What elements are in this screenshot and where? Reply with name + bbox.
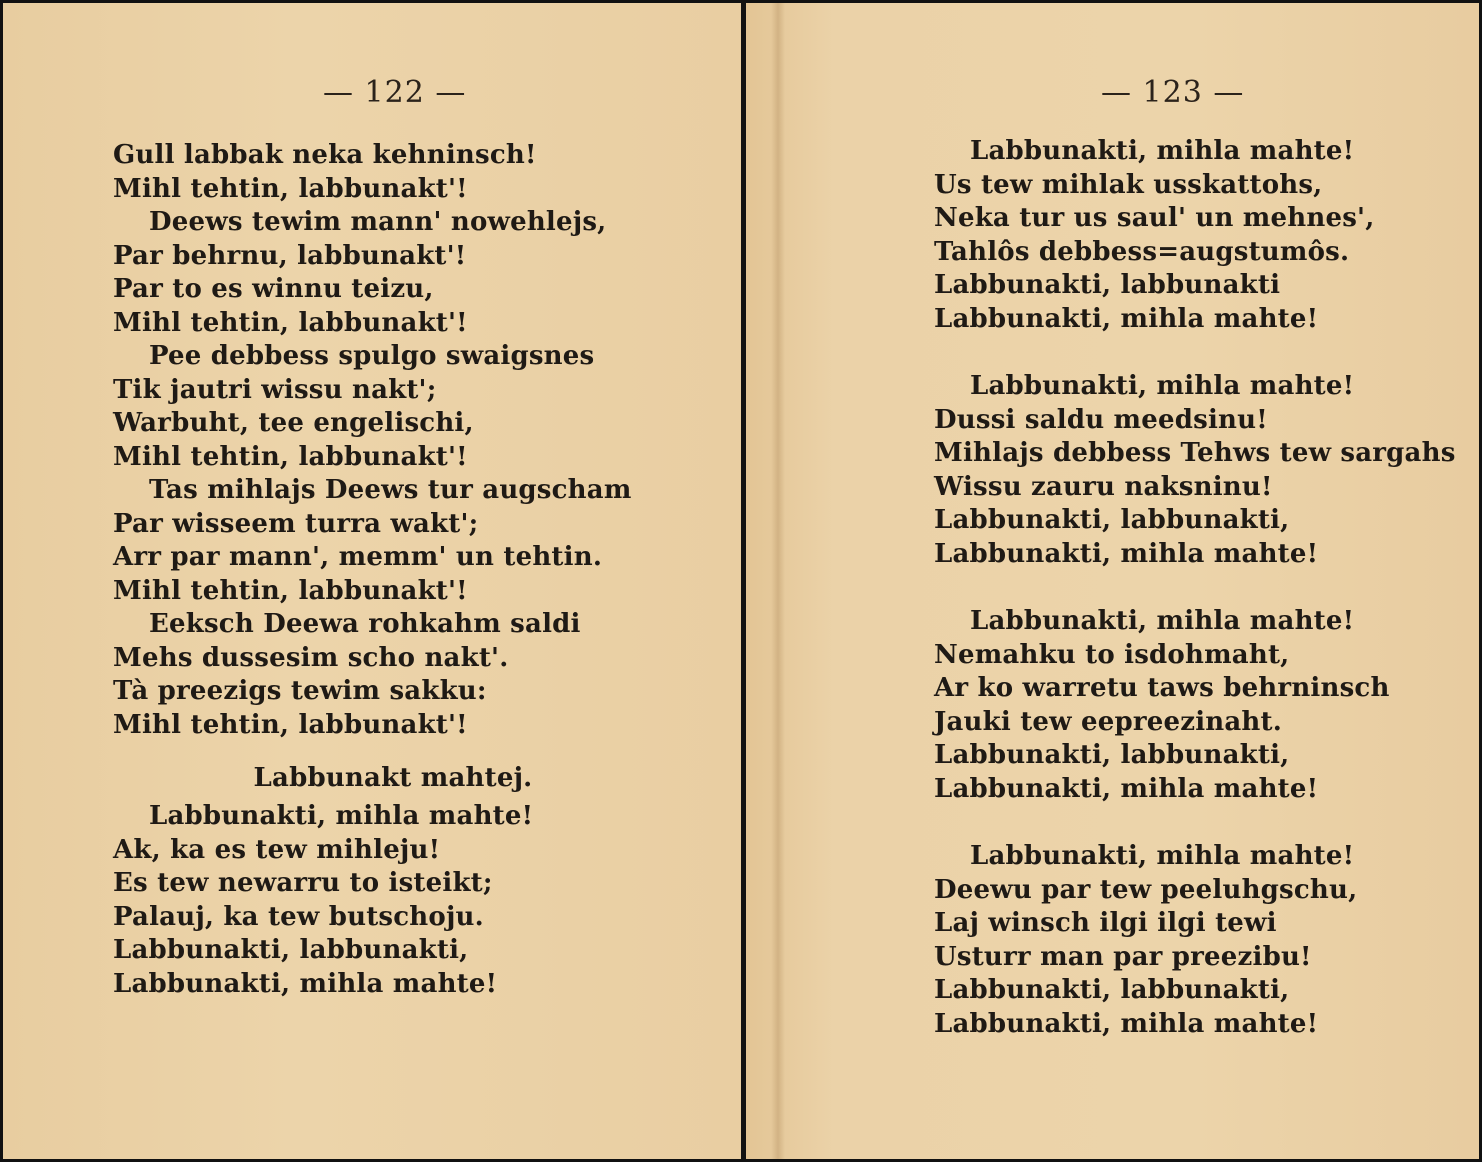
- verse-line: Labbunakti, labbunakti,: [113, 935, 469, 965]
- verse-line: Deews tewim mann' nowehlejs,: [149, 207, 607, 237]
- verse-line: Labbunakti, mihla mahte!: [970, 841, 1355, 871]
- verse-line: Tik jautri wissu nakt';: [113, 374, 437, 405]
- verse-line: Eeksch Deewa rohkahm saldi: [149, 609, 581, 639]
- verse-line: Labbunakti, mihla mahte!: [970, 371, 1355, 401]
- verse-line: Labbunakti, mihla mahte!: [149, 801, 534, 831]
- stanza-gap: [934, 806, 1454, 840]
- verse-line: Usturr man par preezibu!: [934, 941, 1312, 972]
- verse-line: Labbunakti, labbunakti,: [934, 505, 1290, 535]
- verse-line: Par to es winnu teizu,: [113, 274, 434, 304]
- stanza: [934, 370, 1454, 571]
- verse-line: Arr par mann', memm' un tehtin.: [113, 542, 603, 572]
- poem2-stanza: [113, 800, 713, 1001]
- verse-line: Nemahku to isdohmaht,: [934, 639, 1290, 670]
- verse-line: Warbuht, tee engelischi,: [113, 408, 474, 438]
- verse-line: Es tew newarru to isteikt;: [113, 868, 493, 898]
- verse-line: Mihlajs debbess Tehws tew sargahs: [934, 438, 1456, 468]
- verse-line: Laj winsch ilgi ilgi tewi: [934, 908, 1277, 938]
- page-fold-crease: [771, 3, 785, 1159]
- stanza: [934, 135, 1454, 336]
- verse-line: Ar ko warretu taws behrninsch: [934, 673, 1390, 703]
- verse-line: Mihl tehtin, labbunakt'!: [113, 709, 468, 740]
- verse-line: Dussi saldu meedsinu!: [934, 404, 1268, 435]
- verse-line: Pee debbess spulgo swaigsnes: [149, 341, 595, 371]
- verse-line: Labbunakti, mihla mahte!: [934, 303, 1319, 334]
- verse-line: Mihl tehtin, labbunakt'!: [113, 173, 468, 204]
- verse-line: Ak, ka es tew mihleju!: [113, 834, 441, 865]
- verse-line: Par wisseem turra wakt';: [113, 508, 479, 539]
- verse-line: Gull labbak neka kehninsch!: [113, 140, 537, 170]
- right-page-text: [934, 135, 1454, 1041]
- poem-heading: Labbunakt mahtej.: [253, 763, 533, 793]
- stanza: [934, 840, 1454, 1041]
- verse-line: Labbunakti, mihla mahte!: [934, 538, 1319, 569]
- verse-line: Tahlôs debbess=augstumôs.: [934, 236, 1350, 267]
- verse-line: Wissu zauru naksninu!: [934, 471, 1273, 502]
- verse-line: Mehs dussesim scho nakt'.: [113, 642, 509, 673]
- verse-line: Neka tur us saul' un mehnes',: [934, 203, 1375, 233]
- stanza-gap: [934, 336, 1454, 370]
- verse-line: Labbunakti, mihla mahte!: [113, 968, 498, 999]
- verse-line: Labbunakti, labbunakti: [934, 270, 1281, 300]
- verse-line: Palauj, ka tew butschoju.: [113, 901, 484, 932]
- verse-line: Mihl tehtin, labbunakt'!: [113, 307, 468, 338]
- right-page: [746, 3, 1479, 1159]
- verse-line: Us tew mihlak usskattohs,: [934, 169, 1323, 200]
- verse-line: Mihl tehtin, labbunakt'!: [113, 441, 468, 472]
- verse-line: Tà preezigs tewim sakku:: [113, 676, 487, 706]
- verse-line: Par behrnu, labbunakt'!: [113, 240, 467, 271]
- verse-line: Labbunakti, mihla mahte!: [970, 136, 1355, 166]
- verse-line: Tas mihlajs Deews tur augscham: [149, 475, 632, 505]
- stanza: [934, 605, 1454, 806]
- verse-line: Labbunakti, mihla mahte!: [970, 606, 1355, 636]
- verse-line: Labbunakti, labbunakti,: [934, 975, 1290, 1005]
- verse-line: Mihl tehtin, labbunakt'!: [113, 575, 468, 606]
- left-page-text: [113, 139, 713, 1001]
- verse-line: Labbunakti, labbunakti,: [934, 740, 1290, 770]
- poem-stanzas-left: [113, 139, 713, 742]
- page-number-right: — 123 —: [1101, 75, 1245, 110]
- stanza-gap: [934, 571, 1454, 605]
- verse-line: Deewu par tew peeluhgschu,: [934, 874, 1358, 905]
- verse-line: Jauki tew eepreezinaht.: [934, 706, 1282, 737]
- verse-line: Labbunakti, mihla mahte!: [934, 773, 1319, 804]
- page-number-left: — 122 —: [323, 75, 467, 110]
- verse-line: Labbunakti, mihla mahte!: [934, 1008, 1319, 1039]
- left-page: [3, 3, 741, 1159]
